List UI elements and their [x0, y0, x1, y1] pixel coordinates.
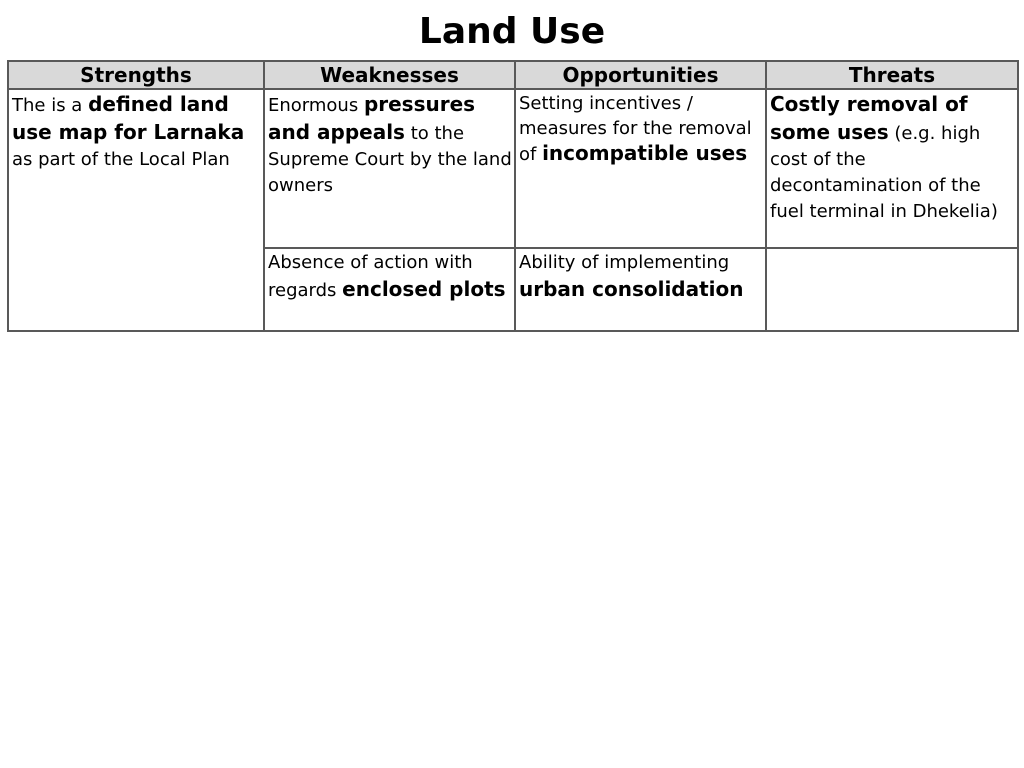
header-threats: Threats	[766, 61, 1018, 89]
opportunity-2-pre: Ability of implementing	[519, 252, 730, 273]
strength-1-post: as part of the Local Plan	[12, 149, 230, 170]
opportunity-1-pre: Setting incentives / measures for the removal of	[519, 93, 752, 165]
strength-1-pre: The is a	[12, 95, 89, 116]
header-weaknesses: Weaknesses	[264, 61, 515, 89]
opportunity-1-bold: incompatible uses	[542, 141, 748, 165]
strength-1-bold: defined land use map for Larnaka	[12, 92, 245, 144]
threat-1-bold: Costly removal of some uses	[770, 92, 968, 144]
opportunity-cell-2	[515, 248, 766, 331]
threat-1-post: (e.g. high cost of the decontamination of the fuel terminal in Dhekelia)	[770, 123, 998, 222]
strength-cell-1	[8, 89, 264, 331]
threat-cell-2	[766, 248, 1018, 331]
opportunity-2-bold: urban consolidation	[519, 277, 744, 301]
weakness-cell-1	[264, 89, 515, 248]
weakness-1-pre: Enormous	[268, 95, 364, 116]
table-header-row	[8, 61, 1018, 89]
weakness-1-post: to the Supreme Court by the land owners	[268, 123, 512, 196]
weakness-2-pre: Absence of action with regards	[268, 252, 473, 301]
header-strengths: Strengths	[8, 61, 264, 89]
table-row	[8, 89, 1018, 248]
weakness-1-bold: pressures and appeals	[268, 92, 476, 144]
weakness-2-bold: enclosed plots	[342, 277, 506, 301]
swot-table	[7, 60, 1019, 332]
weakness-cell-2	[264, 248, 515, 331]
page-title: Land Use	[418, 11, 606, 52]
opportunity-cell-1	[515, 89, 766, 248]
threat-cell-1	[766, 89, 1018, 248]
header-opportunities: Opportunities	[515, 61, 766, 89]
